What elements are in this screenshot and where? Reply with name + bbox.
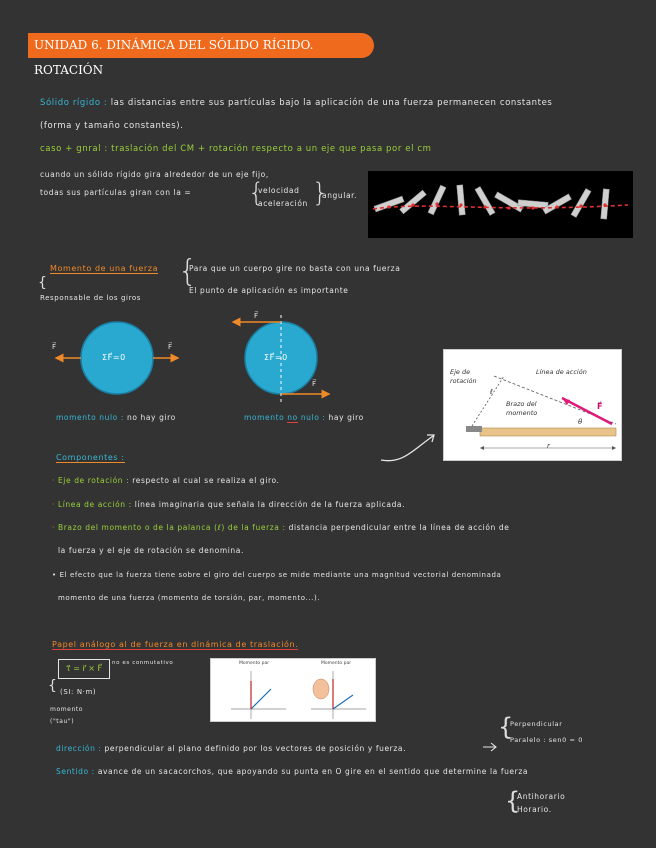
direccion-term: dirección : [56, 744, 102, 753]
responsable-brace: { [38, 275, 47, 291]
sentido-brace: { [505, 787, 521, 815]
curved-arrow-icon [378, 430, 438, 466]
comp-brazo-text: distancia perpendicular entre la línea de acción de [288, 523, 510, 532]
sentido-line [56, 767, 528, 776]
sentido-term: Sentido : [56, 767, 95, 776]
right-brace: } [312, 178, 329, 208]
fig-linea-label: Línea de acción [536, 368, 587, 376]
circle2-sum-label: ΣF⃗=0 [264, 353, 288, 362]
circle2-bottom-force: F⃗ [312, 380, 317, 388]
torque-fig-label-2: Momento par [321, 661, 352, 666]
torque-fig-label-1: Momento par [239, 661, 270, 666]
solido-rigido-definition: las distancias entre sus partículas bajo la aplicación de una fuerza permanecen constantes [110, 98, 553, 108]
arrow-right-icon [482, 742, 498, 752]
caption-no-nulo-text: hay giro [328, 413, 364, 422]
wrench-sequence-icon [368, 171, 633, 238]
comp-item-linea: · Línea de acción : línea imaginaria que señala la dirección de la fuerza aplicada. [52, 500, 406, 509]
comp-brazo-continuation: la fuerza y el eje de rotación se denomina. [58, 546, 244, 555]
responsable-label: Responsable de los giros [40, 294, 142, 302]
fig-r-label: r [547, 442, 550, 450]
comp-item-eje: · Eje de rotación : respecto al cual se realiza el giro. [52, 476, 280, 485]
units-label: (SI: N·m) [60, 688, 97, 696]
torque-direction-figure [210, 658, 376, 722]
effect-text-1: El efecto que la fuerza tiene sobre el giro del cuerpo se mide mediante una magnitud vectorial denominada [59, 571, 502, 579]
intro-line-particulas: todas sus partículas giran con la = [40, 188, 192, 197]
torque-formula-box [58, 659, 110, 679]
lever-arm-figure [443, 349, 622, 461]
comp-linea-term: Línea de acción : [57, 500, 132, 509]
momento-heading: Momento de una fuerza [50, 264, 159, 273]
moment-point-1: Para que un cuerpo gire no basta con una fuerza [189, 264, 401, 273]
caption-momento-no-nulo [244, 413, 364, 422]
circle1-right-force: F⃗ [168, 343, 173, 351]
fig-theta-label: θ [578, 418, 583, 426]
caso-general-term: caso + gnral : [40, 144, 108, 154]
caption-nulo-term: momento nulo : [56, 413, 124, 422]
moment-point-2: El punto de aplicación es importante [189, 286, 349, 295]
fig-force-label: F⃗ [597, 402, 603, 411]
torque-formula: τ⃗ = r⃗ × F⃗ [65, 664, 103, 673]
intro-line-1 [40, 98, 552, 108]
caso-general-text: traslación del CM + rotación respecto a un eje que pasa por el cm [111, 144, 432, 154]
perpendicular-label: Perpendicular [510, 720, 563, 728]
solido-rigido-term: Sólido rígido : [40, 98, 108, 108]
caption-momento-nulo [56, 413, 176, 422]
circle2-top-force: F⃗ [254, 312, 259, 320]
comp-eje-text: respecto al cual se realiza el giro. [132, 476, 280, 485]
caso-general-line [40, 144, 432, 154]
perp-brace: { [498, 713, 514, 741]
fig-eje-label: Eje de rotación [450, 368, 477, 385]
comp-linea-text: línea imaginaria que señala la dirección de la fuerza aplicada. [134, 500, 406, 509]
papel-heading: Papel análogo al de fuerza en dinámica de traslación. [52, 640, 299, 649]
sentido-text: avance de un sacacorchos, que apoyando su punta en O gire en el sentido que determine la fuerza [97, 767, 529, 776]
intro-definition-2: (forma y tamaño constantes). [40, 121, 184, 131]
caption-no-word: no [287, 413, 298, 422]
paralelo-label: Paralelo : sen0 = 0 [510, 736, 583, 744]
left-brace: { [248, 178, 265, 208]
horario-label: Horario. [517, 805, 552, 814]
tau-label: ("tau") [50, 718, 75, 725]
brace-aceleracion: aceleración [258, 199, 308, 208]
momento-label: momento [50, 706, 84, 713]
direccion-text: perpendicular al plano definido por los vectores de posición y fuerza. [104, 744, 407, 753]
page-title: UNIDAD 6. DINÁMICA DEL SÓLIDO RÍGIDO. ROTACIÓN [28, 33, 374, 58]
angular-label: angular. [322, 191, 358, 200]
no-conmutativo-note: no es conmutativo [112, 660, 174, 666]
fig-ell-label: ℓ [490, 388, 493, 396]
intro-line-eje-fijo: cuando un sólido rígido gira alrededor de un eje fijo, [40, 170, 269, 179]
comp-eje-term: Eje de rotación : [57, 476, 130, 485]
moment-brace: { [178, 254, 198, 289]
antihorario-label: Antihorario [517, 792, 566, 801]
wrench-rotation-photo [368, 171, 633, 238]
fig-brazo-label: Brazo del momento [506, 400, 538, 417]
forces-circles-diagram [50, 305, 350, 410]
torque-axes-icon [211, 659, 375, 721]
comp-item-brazo: · Brazo del momento o de la palanca (ℓ) de la fuerza : distancia perpendicular entre la línea de acción de [52, 523, 510, 532]
componentes-heading: Componentes : [56, 453, 125, 462]
units-brace: { [48, 678, 57, 694]
caption-no-nulo-term: momento [244, 413, 285, 422]
brace-velocidad: velocidad [258, 186, 300, 195]
effect-line-1: • El efecto que la fuerza tiene sobre el giro del cuerpo se mide mediante una magnitud vectorial denominada [52, 571, 502, 579]
effect-line-2: momento de una fuerza (momento de torsión, par, momento...). [58, 594, 321, 602]
circle1-sum-label: ΣF⃗=0 [102, 353, 126, 362]
caption-nulo-text: no hay giro [126, 413, 176, 422]
direccion-line [56, 744, 406, 753]
circle1-left-force: F⃗ [52, 343, 57, 351]
comp-brazo-term: Brazo del momento o de la palanca (ℓ) de la fuerza : [57, 523, 286, 532]
caption-no-nulo-term2: nulo : [300, 413, 326, 422]
